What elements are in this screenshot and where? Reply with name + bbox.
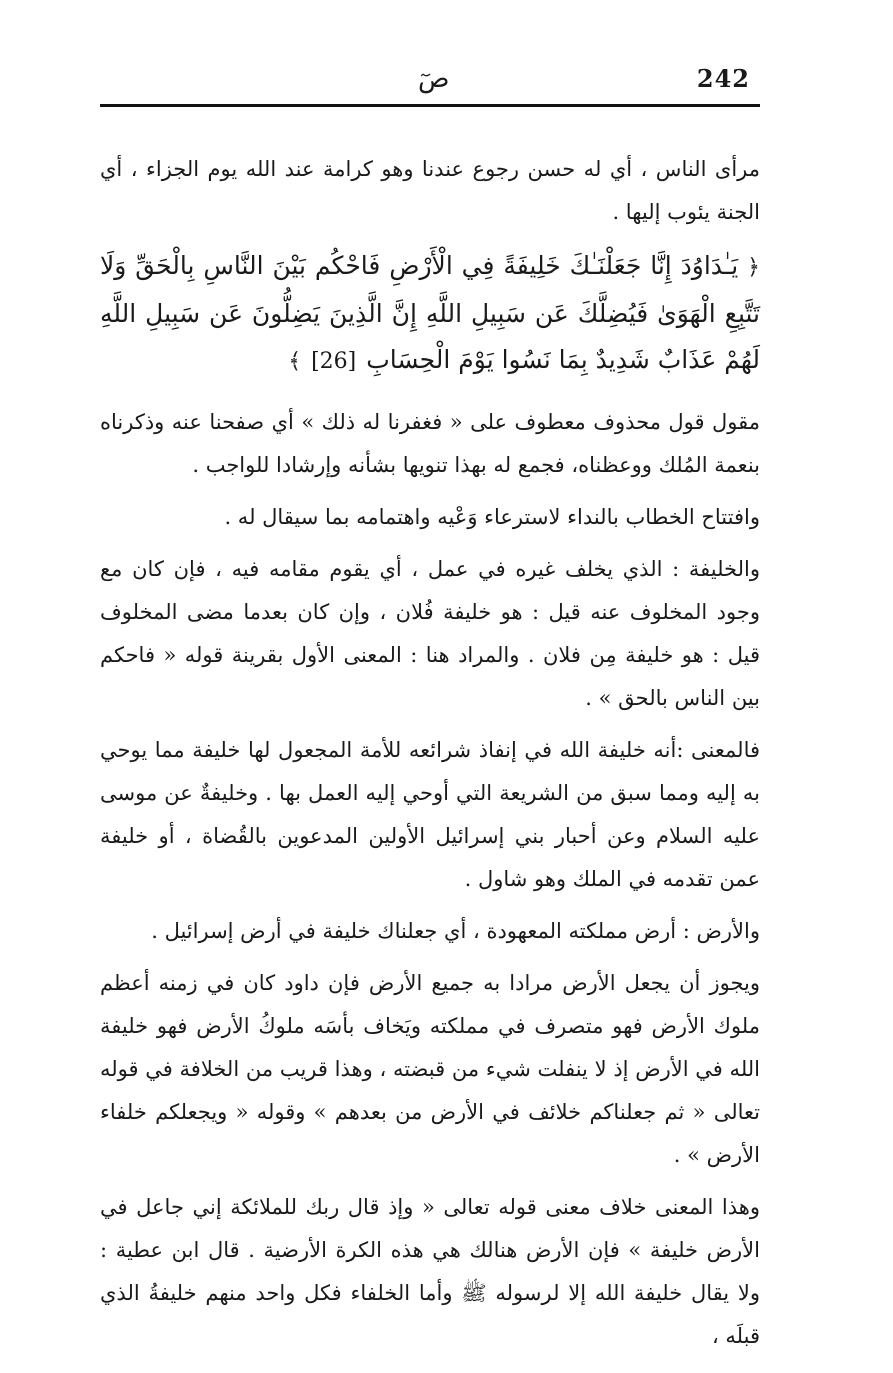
paragraph-4: والخليفة : الذي يخلف غيره في عمل ، أي يقوم مقامه فيه ، فإن كان مع وجود المخلوف عنه قيل : هو خليفة فُلان ، وإن كان بعدما مضى المخلوف قيل : هو خليفة مِن فلان . والمراد هنا : المعنى الأول بقرينة قوله « فاحكم بين الناس بالحق » . bbox=[100, 557, 760, 710]
verse-open-bracket: ﴿ bbox=[747, 255, 760, 280]
verse-number: [26] bbox=[311, 349, 357, 374]
paragraph-7: ويجوز أن يجعل الأرض مرادا به جميع الأرض فإن داود كان في زمنه أعظم ملوك الأرض فهو متصرف في مملكته ويَخاف بأسَه ملوكُ الأرض فهو خليفة الله في الأرض إذ لا ينفلت شيء من قبضته ، وهذا قريب من الخلافة في قوله تعالى « ثم جعلناكم خلائف في الأرض من بعدهم » وقوله « ويجعلكم خلفاء الأرض » . bbox=[100, 971, 760, 1167]
page-header bbox=[100, 64, 760, 104]
paragraph-3: وافتتاح الخطاب بالنداء لاسترعاء وَعْيه واهتمامه بما سيقال له . bbox=[224, 505, 760, 529]
paragraph-1: مرأى الناس ، أي له حسن رجوع عندنا وهو كرامة عند الله يوم الجزاء ، أي الجنة يئوب إليها . bbox=[100, 157, 760, 224]
paragraph-5: فالمعنى :أنه خليفة الله في إنفاذ شرائعه للأمة المجعول لها خليفة مما يوحي به إليه ومما سبق من الشريعة التي أوحي إليه العمل بها . وخليفةٌ عن موسى عليه السلام وعن أحبار بني إسرائيل الأولين المدعوين بالقُضاة ، أو خليفة عمن تقدمه في الملك وهو شاول . bbox=[100, 738, 760, 891]
verse-close-bracket: ﴾ bbox=[288, 349, 302, 374]
paragraph-6: والأرض : أرض مملكته المعهودة ، أي جعلناك خليفة في أرض إسرائيل . bbox=[151, 919, 760, 943]
quran-verse bbox=[100, 243, 760, 385]
paragraph-8: وهذا المعنى خلاف معنى قوله تعالى « وإذ قال ربك للملائكة إني جاعل في الأرض خليفة » فإن الأرض هنالك هي هذه الكرة الأرضية . قال ابن عطية : ولا يقال خليفة الله إلا لرسوله ﷺ وأما الخلفاء فكل واحد منهم خليفةُ الذي قبلَه ، bbox=[100, 1195, 760, 1348]
page-number: 242 bbox=[696, 64, 750, 93]
surah-name: صٓ bbox=[418, 64, 450, 94]
paragraph-2: مقول قول محذوف معطوف على « فغفرنا له ذلك » أي صفحنا عنه وذكرناه بنعمة المُلك ووعظناه، فجمع له بهذا تنويها بشأنه وإرشادا للواجب . bbox=[100, 410, 760, 477]
verse-text: يَـٰدَاوُدَ إِنَّا جَعَلْنَـٰكَ خَلِيفَةً فِي الْأَرْضِ فَاحْكُم بَيْنَ النَّاسِ بِالْحَقِّ وَلَا تَتَّبِعِ الْهَوَىٰ فَيُضِلَّكَ عَن سَبِيلِ اللَّهِ إِنَّ الَّذِينَ يَضِلُّونَ عَن سَبِيلِ اللَّهِ لَهُمْ عَذَابٌ شَدِيدٌ بِمَا نَسُوا يَوْمَ الْحِسَابِ bbox=[100, 251, 760, 374]
page-body bbox=[100, 148, 760, 1367]
header-divider bbox=[100, 104, 760, 107]
